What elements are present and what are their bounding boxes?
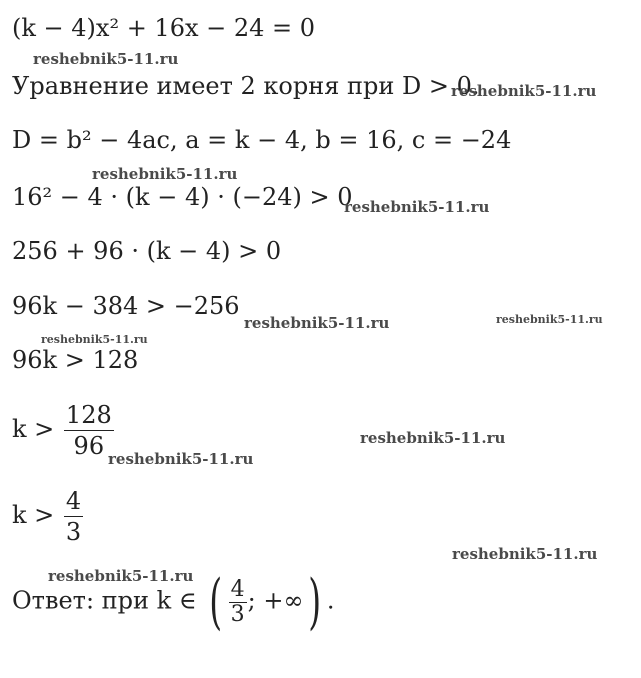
fraction-lhs: k > (12, 415, 55, 443)
watermark: reshebnik5-11.ru (108, 450, 254, 468)
answer-numerator: 4 (230, 576, 245, 602)
inequality-line-2: 256 + 96 · (k − 4) > 0 (12, 237, 282, 265)
answer-end: . (326, 586, 335, 615)
watermark: reshebnik5-11.ru (48, 567, 194, 585)
watermark: reshebnik5-11.ru (33, 50, 179, 68)
inequality-line-4: 96k > 128 (12, 346, 139, 374)
fraction-denominator: 3 (65, 518, 82, 546)
equation-line: (k − 4)x² + 16x − 24 = 0 (12, 14, 316, 42)
watermark: reshebnik5-11.ru (496, 313, 603, 326)
watermark: reshebnik5-11.ru (451, 82, 597, 100)
fraction-line-128-96 (12, 400, 114, 461)
condition-line: Уравнение имеет 2 корня при D > 0. (12, 72, 480, 100)
inequality-line-3: 96k − 384 > −256 (12, 292, 240, 320)
watermark: reshebnik5-11.ru (360, 429, 506, 447)
fraction-lhs: k > (12, 501, 55, 529)
inequality-line-1: 16² − 4 · (k − 4) · (−24) > 0 (12, 183, 353, 211)
answer-prefix: Ответ: при k ∈ (12, 586, 197, 615)
answer-fraction (229, 578, 247, 627)
fraction-numerator: 128 (65, 401, 112, 429)
answer-denominator: 3 (230, 601, 245, 627)
fraction-denominator: 96 (73, 432, 105, 460)
watermark: reshebnik5-11.ru (244, 314, 390, 332)
watermark: reshebnik5-11.ru (452, 545, 598, 563)
answer-tail: ; +∞ (247, 586, 304, 615)
fraction-line-4-3 (12, 486, 83, 547)
fraction-4-3 (64, 486, 83, 547)
answer-open-paren: ( (209, 567, 223, 637)
watermark: reshebnik5-11.ru (92, 165, 238, 183)
fraction-128-96 (64, 400, 114, 461)
watermark: reshebnik5-11.ru (344, 198, 490, 216)
discriminant-formula-line: D = b² − 4ac, a = k − 4, b = 16, c = −24 (12, 126, 512, 154)
answer-close-paren: ) (308, 567, 322, 637)
watermark: reshebnik5-11.ru (41, 333, 148, 346)
fraction-numerator: 4 (65, 487, 82, 515)
